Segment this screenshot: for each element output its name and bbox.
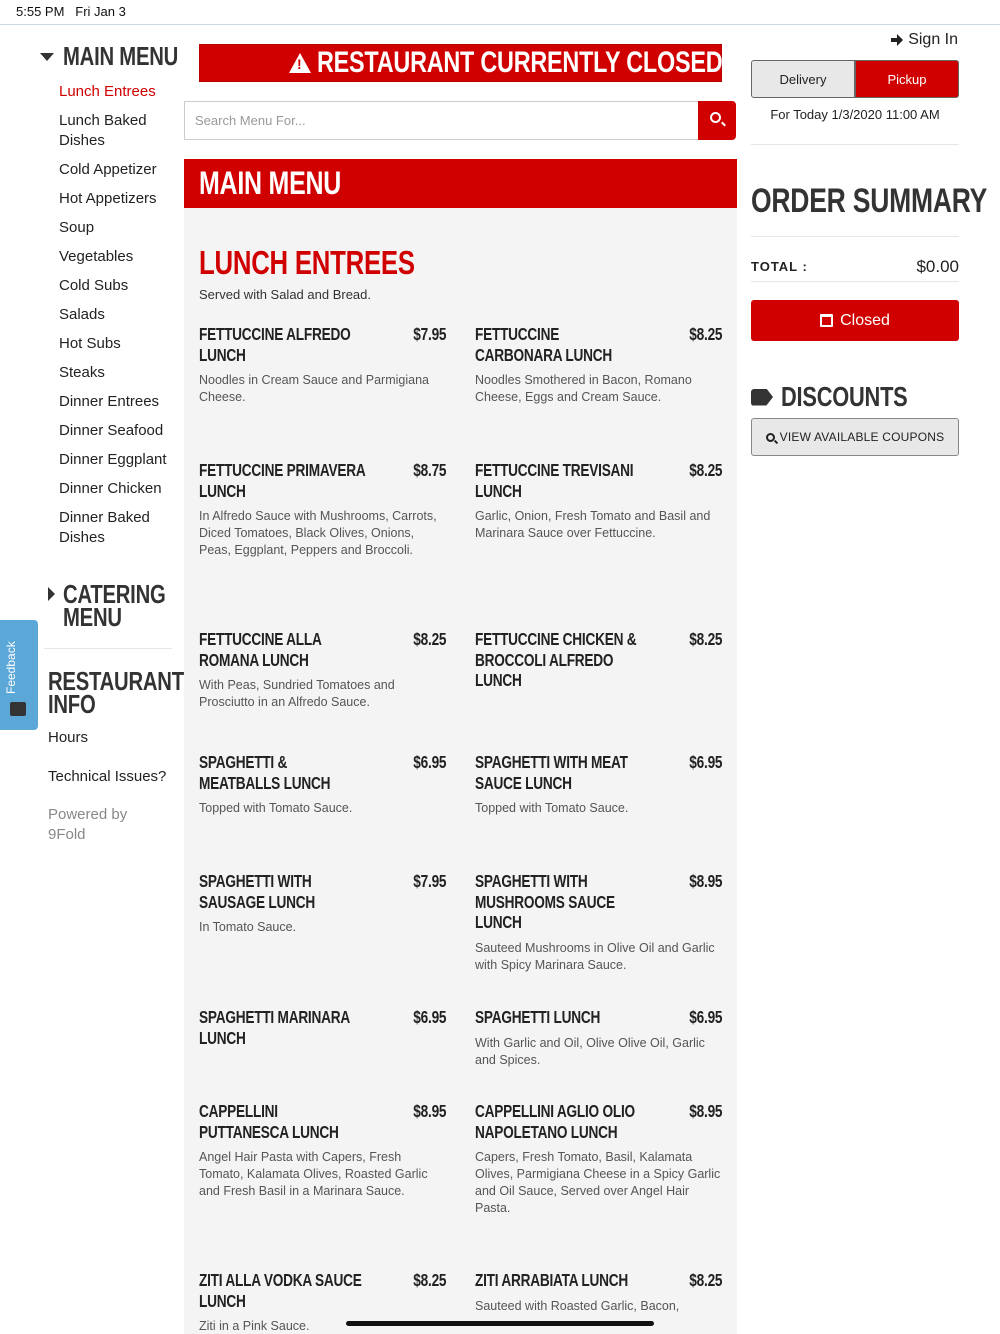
- sidebar-item[interactable]: Dinner Entrees: [59, 393, 160, 410]
- menu-item[interactable]: [199, 752, 446, 872]
- catering-menu-toggle[interactable]: [48, 579, 194, 632]
- menu-item-price: $8.25: [689, 629, 722, 649]
- main-menu-header: [184, 159, 737, 208]
- sidebar-item[interactable]: Lunch Baked Dishes: [59, 112, 147, 149]
- menu-item[interactable]: [475, 324, 722, 444]
- menu-item-description: Capers, Fresh Tomato, Basil, Kalamata Olives, Parmigiana Cheese in a Spicy Garlic and Oil Sauce, Served over Angel Hair Pasta.: [475, 1150, 721, 1215]
- sign-in-label: Sign In: [908, 31, 958, 48]
- menu-item-name: FETTUCCINE TREVISANI LUNCH: [475, 460, 634, 501]
- tag-icon: [751, 389, 773, 406]
- menu-item-description: With Garlic and Oil, Olive Olive Oil, Garlic and Spices.: [475, 1035, 705, 1067]
- sidebar-item[interactable]: Dinner Eggplant: [59, 451, 167, 468]
- menu-item-name: FETTUCCINE CHICKEN & BROCCOLI ALFREDO LUNCH: [475, 629, 637, 690]
- divider: [751, 281, 959, 282]
- menu-item-name: CAPPELLINI AGLIO OLIO NAPOLETANO LUNCH: [475, 1101, 635, 1142]
- view-coupons-label: VIEW AVAILABLE COUPONS: [779, 430, 945, 444]
- menu-item[interactable]: [475, 1101, 722, 1221]
- feedback-tab[interactable]: [0, 620, 38, 730]
- menu-item-name: FETTUCCINE PRIMAVERA LUNCH: [199, 460, 365, 501]
- catering-title-line2: MENU: [63, 602, 122, 632]
- home-indicator[interactable]: [346, 1321, 654, 1326]
- total-value: $0.00: [916, 257, 959, 276]
- main-content: [184, 25, 737, 1334]
- menu-item-price: $8.25: [413, 1270, 446, 1290]
- menu-item-description: Ziti in a Pink Sauce.: [199, 1319, 310, 1333]
- menu-item-description: Topped with Tomato Sauce.: [199, 801, 353, 815]
- menu-item-name: FETTUCCINE ALLA ROMANA LUNCH: [199, 629, 322, 670]
- sidebar-item[interactable]: Hot Subs: [59, 335, 121, 352]
- feedback-label: Feedback: [4, 641, 18, 694]
- menu-item[interactable]: [199, 324, 446, 444]
- discounts-heading: [751, 381, 943, 413]
- menu-item-name: ZITI ARRABIATA LUNCH: [475, 1270, 629, 1290]
- menu-item-name: SPAGHETTI LUNCH: [475, 1007, 601, 1027]
- calendar-icon: [820, 314, 833, 327]
- powered-by-brand: 9Fold: [48, 826, 86, 843]
- menu-item-name: SPAGHETTI WITH MUSHROOMS SAUCE LUNCH: [475, 871, 615, 932]
- order-summary-title: ORDER SUMMARY: [751, 182, 988, 220]
- closed-button[interactable]: [751, 300, 959, 341]
- search-icon: [766, 433, 775, 442]
- sidebar-item[interactable]: Cold Subs: [59, 277, 129, 294]
- total-label: TOTAL :: [751, 259, 808, 274]
- main-top: [184, 25, 737, 159]
- menu-item-name: ZITI ALLA VODKA SAUCE LUNCH: [199, 1270, 362, 1311]
- powered-by[interactable]: [48, 805, 127, 845]
- caret-down-icon: [40, 53, 54, 61]
- category-list: [59, 82, 174, 557]
- menu-item-description: Topped with Tomato Sauce.: [475, 801, 629, 815]
- menu-item-price: $8.25: [413, 629, 446, 649]
- menu-item[interactable]: [199, 460, 446, 580]
- divider: [751, 236, 959, 237]
- sidebar-item[interactable]: Cold Appetizer: [59, 161, 157, 178]
- menu-item-description: Noodles Smothered in Bacon, Romano Cheese, Eggs and Cream Sauce.: [475, 373, 692, 404]
- sidebar-item[interactable]: Vegetables: [59, 248, 134, 265]
- order-type-toggle: [751, 60, 959, 98]
- menu-item-description: Garlic, Onion, Fresh Tomato and Basil and Marinara Sauce over Fettuccine.: [475, 509, 711, 540]
- closed-banner-text: RESTAURANT CURRENTLY CLOSED: [317, 46, 723, 79]
- main-menu-title: MAIN MENU: [63, 41, 179, 71]
- menu-item-price: $8.25: [689, 324, 722, 344]
- closed-button-label: Closed: [840, 311, 890, 329]
- catering-title-line1: CATERING: [63, 579, 166, 609]
- menu-item-price: $7.95: [413, 871, 446, 891]
- category-description: Served with Salad and Bread.: [199, 287, 371, 302]
- sidebar-item[interactable]: Dinner Chicken: [59, 480, 162, 497]
- menu-item-price: $6.95: [689, 752, 722, 772]
- menu-item-name: CAPPELLINI PUTTANESCA LUNCH: [199, 1101, 339, 1142]
- technical-issues-link[interactable]: Technical Issues?: [48, 768, 167, 785]
- status-time: 5:55 PM Fri Jan 3: [16, 4, 126, 19]
- search-button[interactable]: [698, 101, 736, 140]
- divider: [44, 648, 172, 649]
- menu-item-price: $6.95: [413, 1007, 446, 1027]
- menu-item-description: Sauteed with Roasted Garlic, Bacon,: [475, 1298, 680, 1313]
- menu-item-price: $7.95: [413, 324, 446, 344]
- menu-item-price: $8.95: [689, 1101, 722, 1121]
- sign-in-link[interactable]: [891, 31, 958, 49]
- menu-item[interactable]: [199, 629, 446, 749]
- menu-item-description: Noodles in Cream Sauce and Parmigiana Cheese.: [199, 373, 429, 404]
- status-bar: [0, 0, 1000, 24]
- sidebar-item[interactable]: Dinner Baked Dishes: [59, 509, 150, 546]
- menu-item-name: FETTUCCINE ALFREDO LUNCH: [199, 324, 351, 365]
- menu-item[interactable]: [475, 752, 722, 872]
- feedback-icon: [10, 702, 26, 716]
- menu-item-description: In Tomato Sauce.: [199, 920, 297, 934]
- sidebar-item[interactable]: Steaks: [59, 364, 105, 381]
- menu-item-description: Sauteed Mushrooms in Olive Oil and Garlic with Spicy Marinara Sauce.: [475, 940, 715, 972]
- menu-item-description: In Alfredo Sauce with Mushrooms, Carrots, Diced Tomatoes, Black Olives, Onions, Peas, Eggplant, Peppers and Broccoli.: [199, 509, 437, 557]
- restaurant-info-line1: RESTAURANT: [48, 666, 184, 696]
- sidebar-item[interactable]: Dinner Seafood: [59, 422, 164, 439]
- menu-item-name: SPAGHETTI & MEATBALLS LUNCH: [199, 752, 331, 793]
- menu-item[interactable]: [199, 871, 446, 991]
- delivery-option[interactable]: Delivery: [751, 60, 855, 98]
- menu-item-price: $6.95: [689, 1007, 722, 1027]
- restaurant-info-line2: INFO: [48, 689, 96, 719]
- sidebar-item[interactable]: Soup: [59, 219, 95, 236]
- closed-banner: [199, 44, 722, 82]
- powered-by-label: Powered by: [48, 806, 128, 823]
- caret-right-icon: [48, 587, 55, 601]
- sidebar-item[interactable]: Hot Appetizers: [59, 190, 157, 207]
- menu-item-name: FETTUCCINE CARBONARA LUNCH: [475, 324, 613, 365]
- main-menu-header-text: MAIN MENU: [199, 165, 342, 201]
- menu-item-price: $8.25: [689, 1270, 722, 1290]
- menu-item-price: $8.95: [689, 871, 722, 891]
- menu-item[interactable]: [199, 1101, 446, 1221]
- sidebar-item[interactable]: Lunch Entrees: [59, 83, 156, 100]
- search-input[interactable]: Search Menu For...: [184, 101, 699, 140]
- discounts-title: DISCOUNTS: [781, 381, 908, 412]
- menu-item-price: $6.95: [413, 752, 446, 772]
- sidebar-item[interactable]: Salads: [59, 306, 105, 323]
- hours-link[interactable]: Hours: [48, 729, 89, 746]
- menu-item[interactable]: [475, 460, 722, 580]
- menu-item-name: SPAGHETTI WITH MEAT SAUCE LUNCH: [475, 752, 628, 793]
- menu-item-price: $8.75: [413, 460, 446, 480]
- category-title: LUNCH ENTREES: [199, 244, 415, 281]
- sign-in-icon: [891, 34, 904, 46]
- menu-item[interactable]: [475, 871, 722, 991]
- pickup-option[interactable]: Pickup: [855, 60, 959, 98]
- divider: [751, 144, 959, 145]
- menu-item-name: SPAGHETTI WITH SAUSAGE LUNCH: [199, 871, 316, 912]
- menu-item-name: SPAGHETTI MARINARA LUNCH: [199, 1007, 350, 1048]
- menu-item-price: $8.95: [413, 1101, 446, 1121]
- menu-item-description: With Peas, Sundried Tomatoes and Prosciutto in an Alfredo Sauce.: [199, 678, 395, 709]
- search-icon: [710, 112, 721, 123]
- warning-icon: [289, 53, 311, 73]
- menu-item-price: $8.25: [689, 460, 722, 480]
- view-coupons-button[interactable]: [751, 418, 959, 456]
- menu-item[interactable]: [475, 629, 722, 749]
- order-time[interactable]: For Today 1/3/2020 11:00 AM: [770, 107, 940, 122]
- menu-item-description: Angel Hair Pasta with Capers, Fresh Tomato, Kalamata Olives, Roasted Garlic and Fresh Basil in a Marinara Sauce.: [199, 1150, 428, 1198]
- right-panel: [737, 25, 1000, 1334]
